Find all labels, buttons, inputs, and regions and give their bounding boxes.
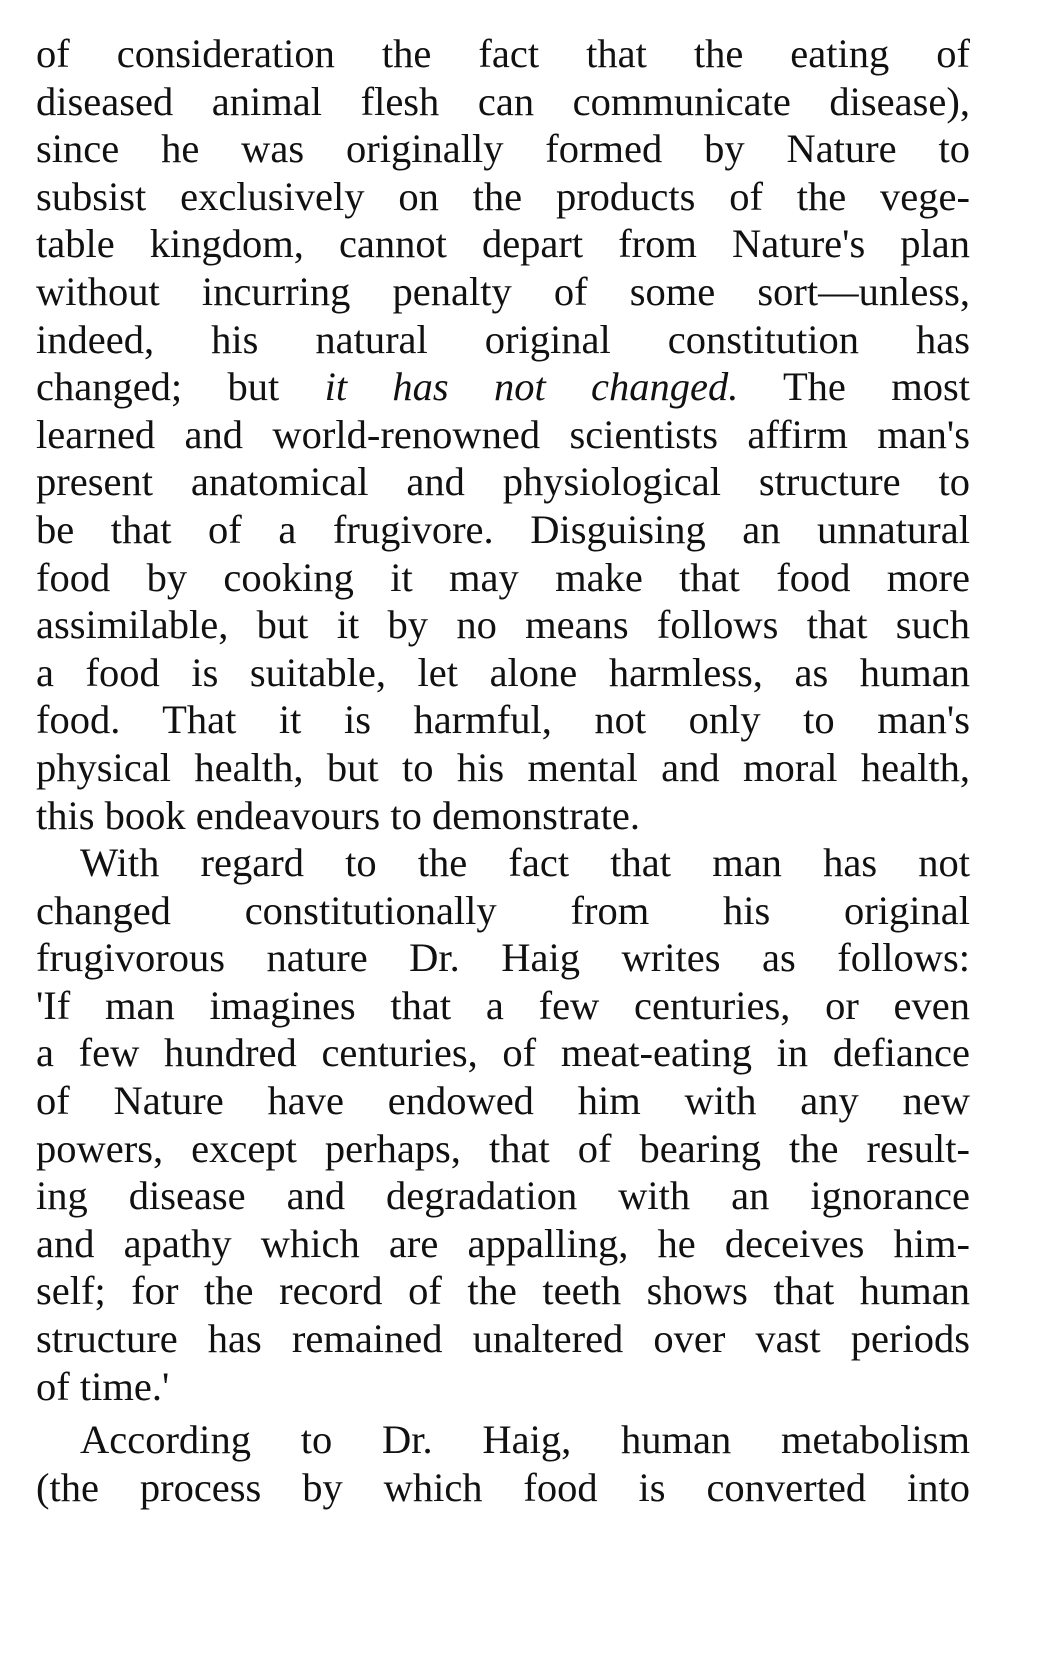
text-line: assimilable, but it by no means follows that such <box>36 602 970 648</box>
text-line: of consideration the fact that the eating of <box>36 31 970 76</box>
text-line: since he was originally formed by Nature to <box>36 126 970 172</box>
text-line: a food is suitable, let alone harmless, as human <box>36 649 970 695</box>
text-line: changed constitutionally from his original <box>36 887 970 933</box>
paragraph-2 <box>36 839 970 1410</box>
text-line: present anatomical and physiological structure to <box>36 459 970 505</box>
text-line: With regard to the fact that man has not <box>80 840 970 886</box>
text-line: structure has remained unaltered over vast periods <box>36 1316 970 1362</box>
text-line: (the process by which food is converted into <box>36 1464 970 1510</box>
text-run: The most <box>738 364 970 410</box>
paragraph-1 <box>36 30 970 839</box>
text-line: table kingdom, cannot depart from Nature's plan <box>36 221 970 267</box>
paragraph-3 <box>36 1416 970 1511</box>
text-line-with-emphasis <box>36 363 970 411</box>
text-line: of Nature have endowed him with any new <box>36 1078 970 1124</box>
text-line: powers, except perhaps, that of bearing the result- <box>36 1125 970 1171</box>
text-line: this book endeavours to demonstrate. <box>36 792 640 838</box>
text-line: frugivorous nature Dr. Haig writes as follows: <box>36 935 970 981</box>
text-line: indeed, his natural original constitution has <box>36 316 970 362</box>
text-line: learned and world-renowned scientists affirm man's <box>36 411 970 457</box>
text-line: diseased animal flesh can communicate disease), <box>36 78 970 124</box>
text-line: physical health, but to his mental and moral health, <box>36 744 970 790</box>
text-line: be that of a frugivore. Disguising an unnatural <box>36 506 970 552</box>
emphasis-text: it has not changed. <box>324 364 739 410</box>
text-line: subsist exclusively on the products of the vege- <box>36 173 970 219</box>
text-line: ing disease and degradation with an ignorance <box>36 1173 970 1219</box>
text-line: a few hundred centuries, of meat-eating in defiance <box>36 1030 970 1076</box>
book-page <box>36 30 970 1511</box>
text-line: and apathy which are appalling, he deceives him- <box>36 1220 970 1266</box>
text-line: food by cooking it may make that food more <box>36 554 970 600</box>
text-line: food. That it is harmful, not only to man's <box>36 697 970 743</box>
text-line: without incurring penalty of some sort—unless, <box>36 268 970 314</box>
text-run: changed; but <box>36 364 325 410</box>
text-line: of time.' <box>36 1363 170 1409</box>
text-line: 'If man imagines that a few centuries, or even <box>36 982 970 1028</box>
text-line: self; for the record of the teeth shows that human <box>36 1268 970 1314</box>
text-line: According to Dr. Haig, human metabolism <box>80 1417 970 1463</box>
